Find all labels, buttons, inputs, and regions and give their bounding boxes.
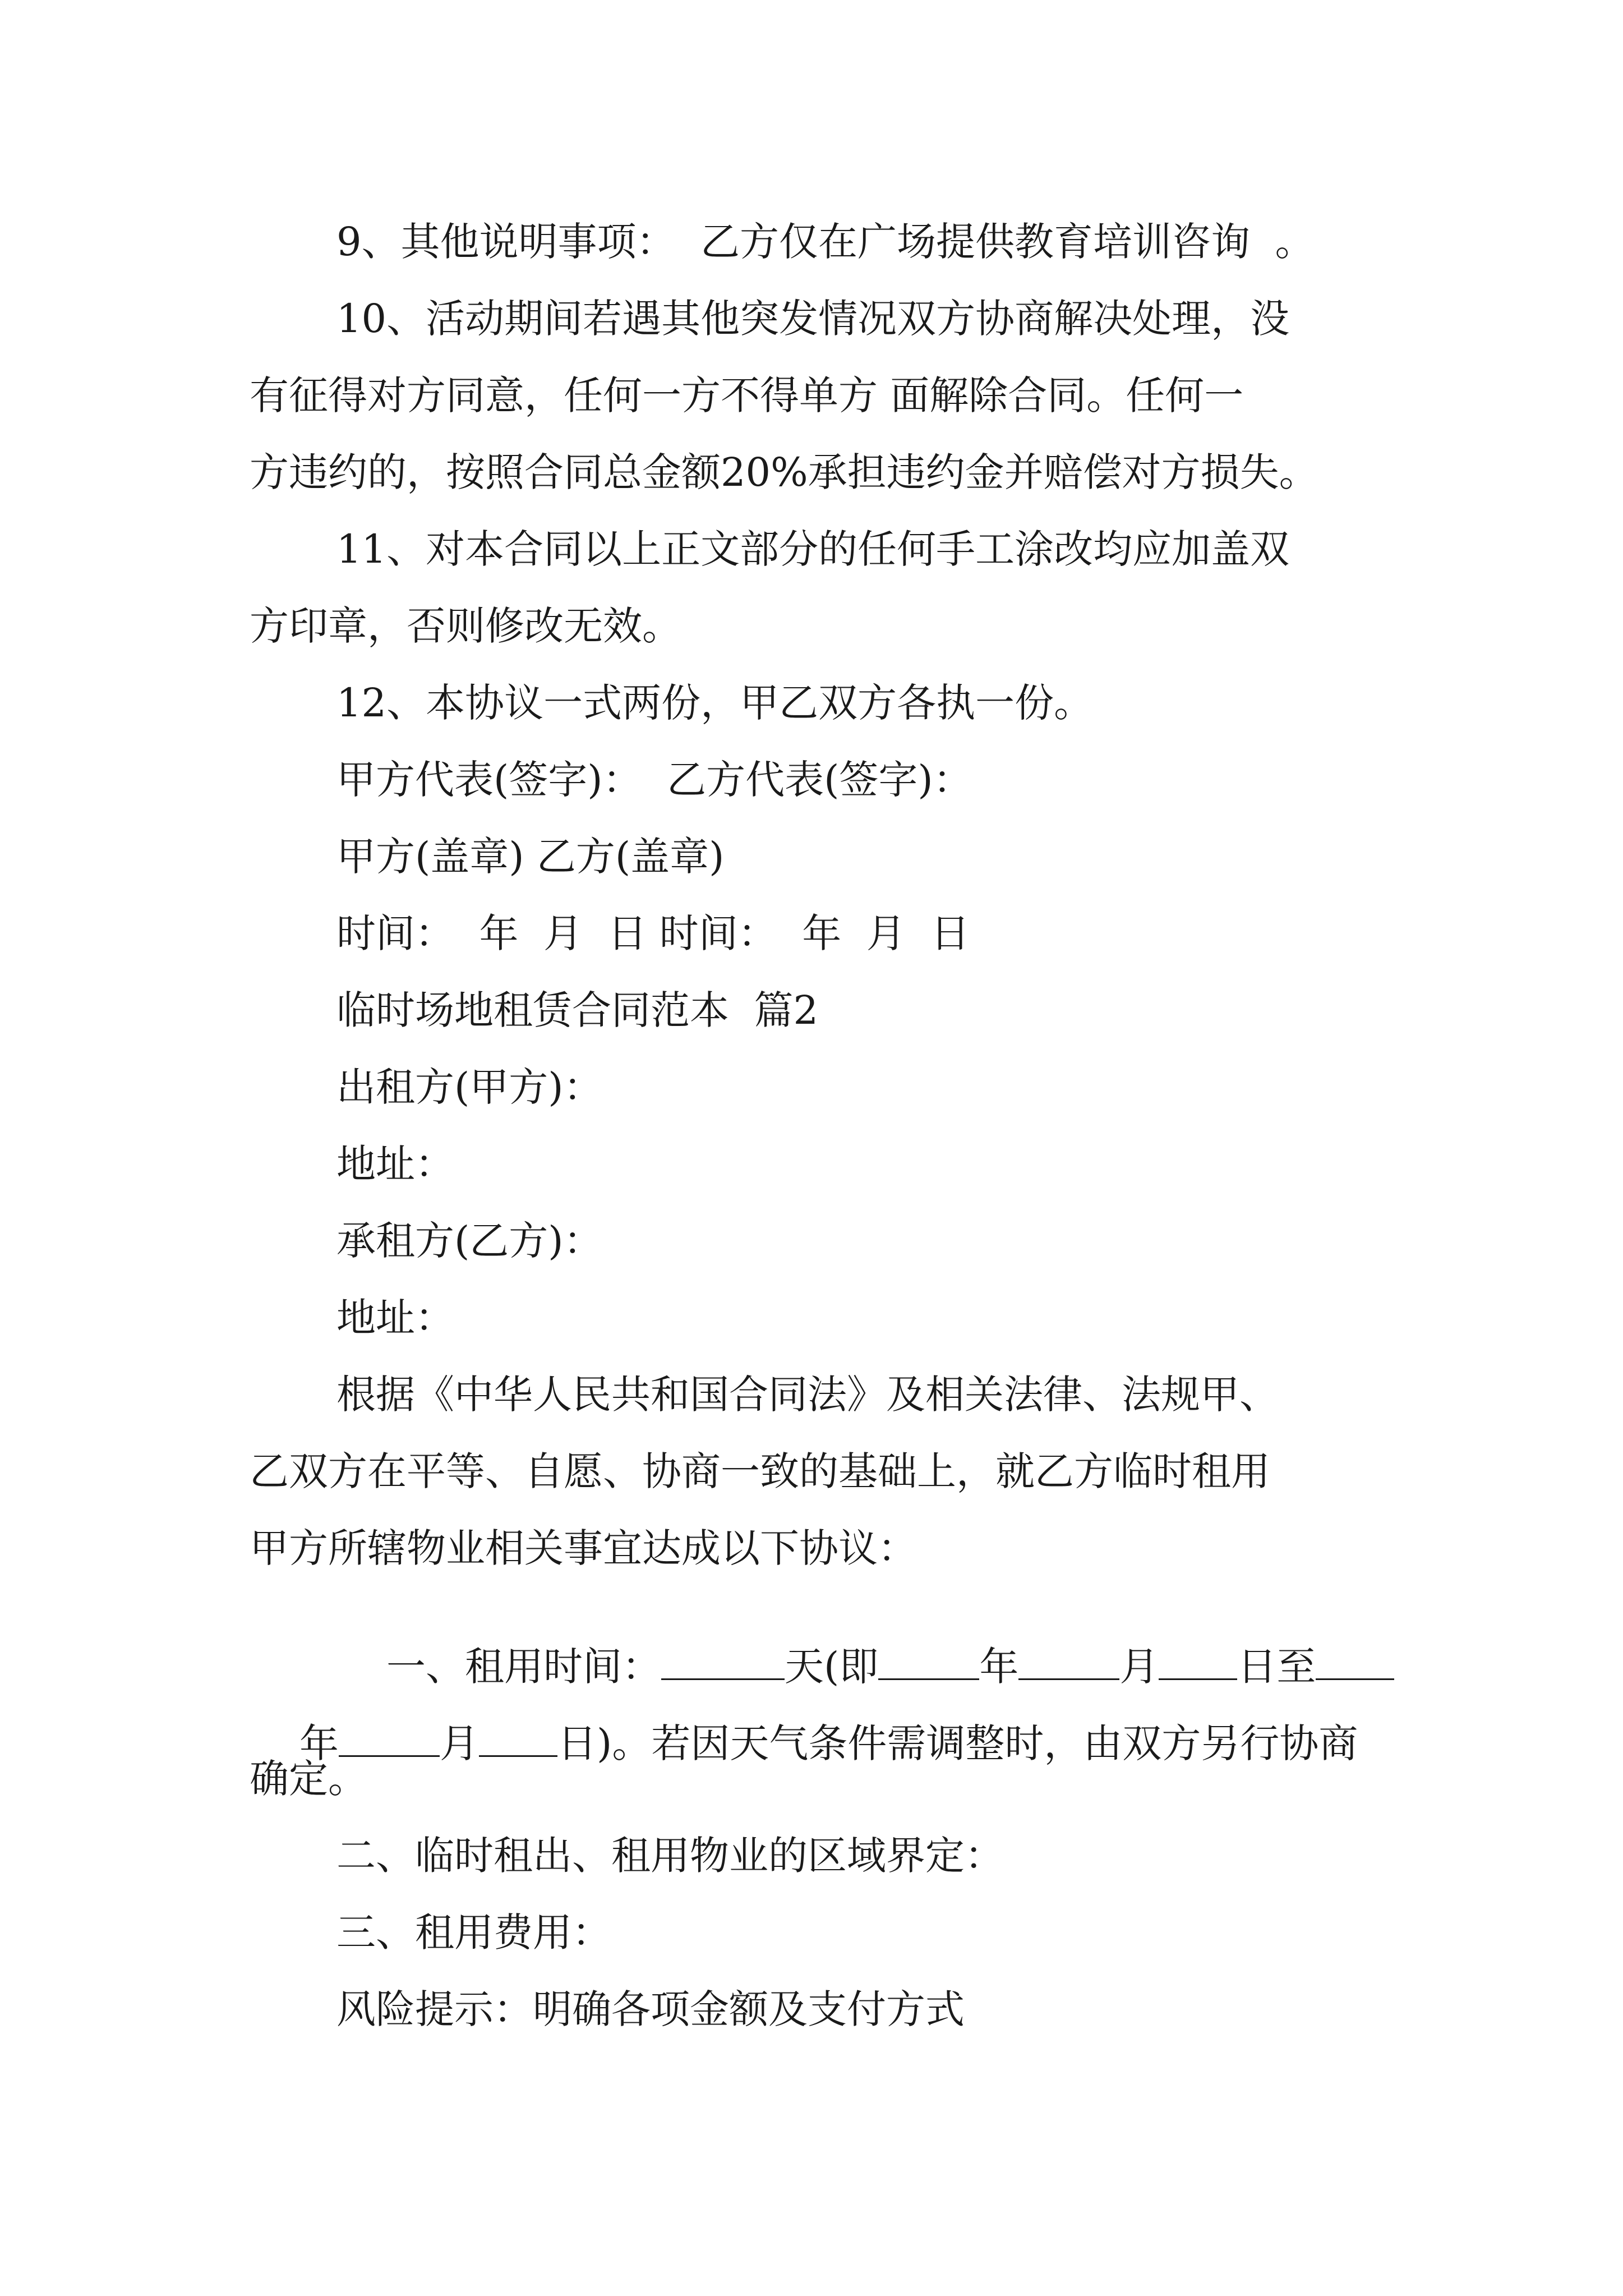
clause-12: 12、本协议一式两份，甲乙双方各执一份。 [336,680,1094,726]
clause-10-line-3: 方违约的，按照合同总金额20%承担违约金并赔偿对方损失。 [250,449,1318,495]
start-month-unit: 月 [1119,1644,1159,1690]
end-month-unit: 月 [440,1720,479,1766]
clause-11-line-2: 方印章，否则修改无效。 [250,603,681,649]
start-month-blank [1018,1645,1119,1680]
preamble-line-1: 根据《中华人民共和国合同法》及相关法律、法规甲、 [336,1372,1279,1418]
rental-period-adjustment: 日)。若因天气条件需调整时，由双方另行协商 [557,1720,1358,1766]
preamble-line-2: 乙双方在平等、自愿、协商一致的基础上，就乙方临时租用 [250,1448,1270,1494]
lessee-address-label: 地址： [336,1295,454,1341]
lessor-label: 出租方(甲方)： [336,1064,603,1110]
clause-11-line-1: 11、对本合同以上正文部分的任何手工涂改均应加盖双 [336,526,1290,572]
end-year-blank [1316,1645,1394,1680]
preamble-line-3: 甲方所辖物业相关事宜达成以下协议： [250,1525,917,1571]
clause-10-line-1: 10、活动期间若遇其他突发情况双方协商解决处理，没 [336,296,1290,342]
days-blank [661,1645,785,1680]
lessee-label: 承租方(乙方)： [336,1218,603,1264]
days-unit: 天(即 [785,1644,879,1690]
start-day-blank [1159,1645,1237,1680]
end-day-blank [479,1722,557,1757]
signature-dates: 时间： 年 月 日 时间： 年 月 日 [336,910,970,956]
signature-representatives: 甲方代表(签字)： 乙方代表(签字)： [336,757,972,803]
clause-10-line-2: 有征得对方同意，任何一方不得单方 面解除合同。任何一 [250,372,1244,418]
end-month-blank [339,1722,440,1757]
section-heading: 临时场地租赁合同范本 篇2 [336,987,819,1033]
risk-notice: 风险提示：明确各项金额及支付方式 [336,1986,965,2032]
area-definition-heading: 二、临时租出、租用物业的区域界定： [336,1833,1004,1879]
start-day-unit: 日至 [1237,1644,1316,1690]
signature-seals: 甲方(盖章) 乙方(盖章) [336,834,725,880]
end-year-unit: 年 [299,1720,339,1766]
clause-9: 9、其他说明事项： 乙方仅在广场提供教育培训咨询 。 [336,219,1315,265]
rental-fee-heading: 三、租用费用： [336,1910,611,1955]
start-year-blank [878,1645,979,1680]
rental-period-line-2 [250,1682,1358,1802]
rental-period-line-3: 确定。 [250,1756,367,1802]
lessor-address-label: 地址： [336,1141,454,1187]
start-year-unit: 年 [979,1644,1019,1690]
rental-period-label: 一、租用时间： [386,1644,662,1690]
